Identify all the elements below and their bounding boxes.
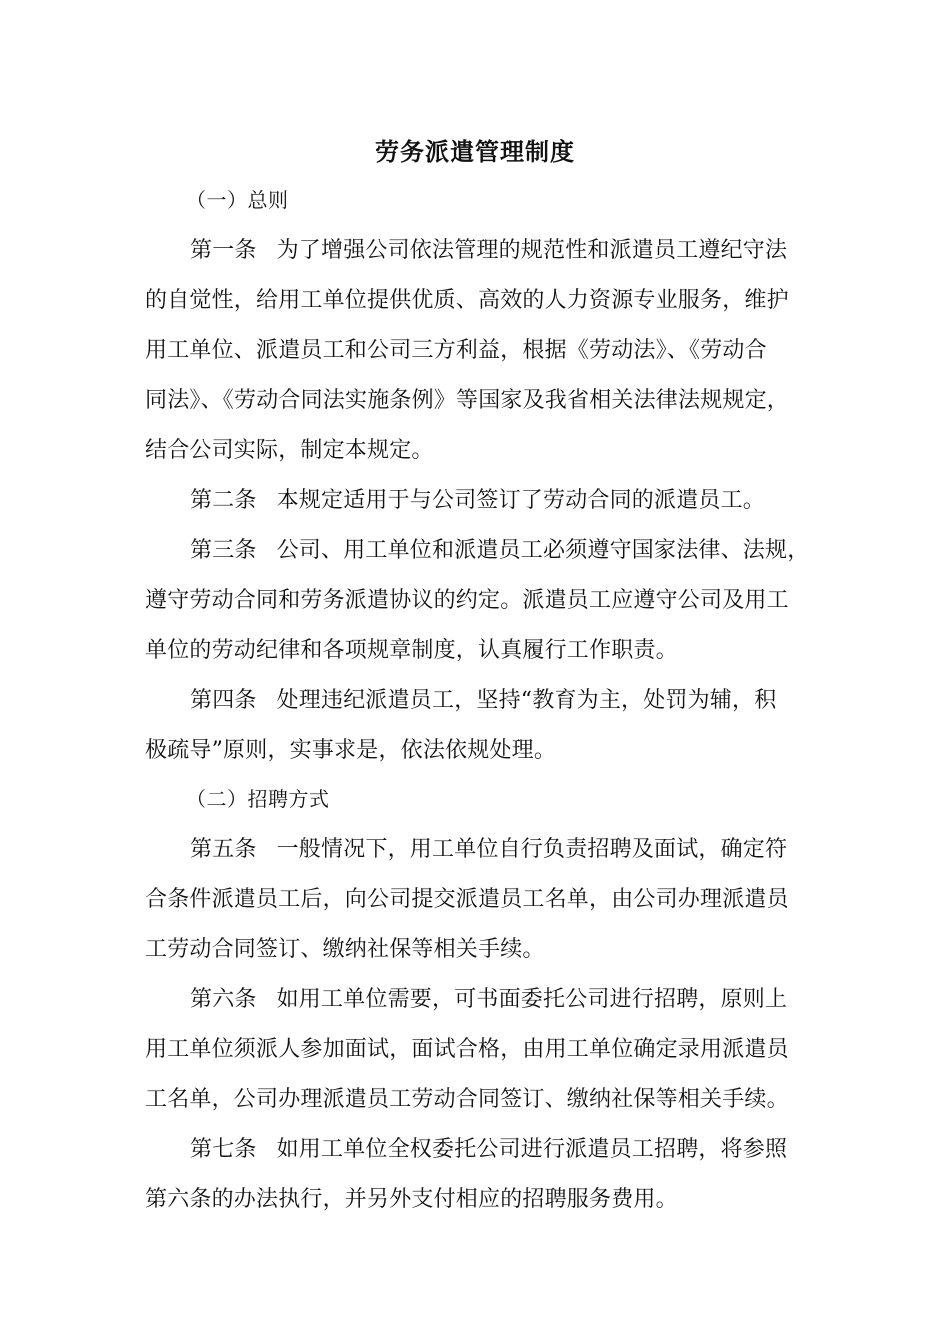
page-bottom-margin — [0, 1215, 950, 1344]
article-number: 第三条 — [190, 538, 257, 563]
article-text: 如用工单位需要，可书面委托公司进行招聘，原则上 — [276, 987, 788, 1012]
article-number: 第四条 — [190, 688, 257, 713]
section-heading-recruitment: （二）招聘方式 — [186, 787, 330, 811]
article-text: 处理违纪派遣员工，坚持“教育为主，处罚为辅，积 — [276, 688, 777, 713]
article-line — [190, 984, 810, 1016]
article-line — [190, 235, 810, 267]
article-text: 如用工单位全权委托公司进行派遣员工招聘，将参照 — [276, 1137, 788, 1162]
article-line: 工劳动合同签订、缴纳社保等相关手续。 — [145, 937, 545, 962]
article-line: 单位的劳动纪律和各项规章制度，认真履行工作职责。 — [145, 638, 678, 663]
section-heading-general: （一）总则 — [186, 188, 289, 212]
article-number: 第二条 — [190, 488, 257, 513]
article-number: 第五条 — [190, 837, 257, 862]
article-line — [190, 834, 810, 866]
article-line: 遵守劳动合同和劳务派遣协议的约定。派遣员工应遵守公司及用工 — [145, 588, 789, 613]
article-text: 公司、用工单位和派遣员工必须遵守国家法律、法规， — [276, 538, 810, 563]
article-text: 为了增强公司依法管理的规范性和派遣员工遵纪守法 — [276, 238, 788, 263]
article-line: 用工单位、派遣员工和公司三方利益，根据《劳动法》、《劳动合 — [145, 338, 767, 363]
article-line: 极疏导”原则，实事求是，依法依规处理。 — [145, 738, 557, 763]
article-text: 一般情况下，用工单位自行负责招聘及面试，确定符 — [276, 837, 788, 862]
article-line: 工名单，公司办理派遣员工劳动合同签订、缴纳社保等相关手续。 — [145, 1087, 789, 1112]
article-text: 本规定适用于与公司签订了劳动合同的派遣员工。 — [276, 488, 766, 513]
article-line: 用工单位须派人参加面试，面试合格，由用工单位确定录用派遣员 — [145, 1037, 789, 1062]
article-number: 第六条 — [190, 987, 257, 1012]
article-number: 第七条 — [190, 1137, 257, 1162]
article-line: 结合公司实际，制定本规定。 — [145, 438, 434, 463]
article-line: 同法》、《劳动合同法实施条例》等国家及我省相关法律法规规定， — [145, 388, 790, 413]
article-line: 的自觉性，给用工单位提供优质、高效的人力资源专业服务，维护 — [145, 288, 789, 313]
article-line: 第六条的办法执行，并另外支付相应的招聘服务费用。 — [145, 1187, 678, 1212]
article-number: 第一条 — [190, 238, 257, 263]
article-line — [190, 535, 810, 567]
article-line: 合条件派遣员工后，向公司提交派遣员工名单，由公司办理派遣员 — [145, 887, 789, 912]
document-title: 劳务派遣管理制度 — [375, 137, 575, 166]
article-line — [190, 485, 810, 517]
article-line — [190, 1134, 810, 1166]
article-line — [190, 685, 810, 717]
